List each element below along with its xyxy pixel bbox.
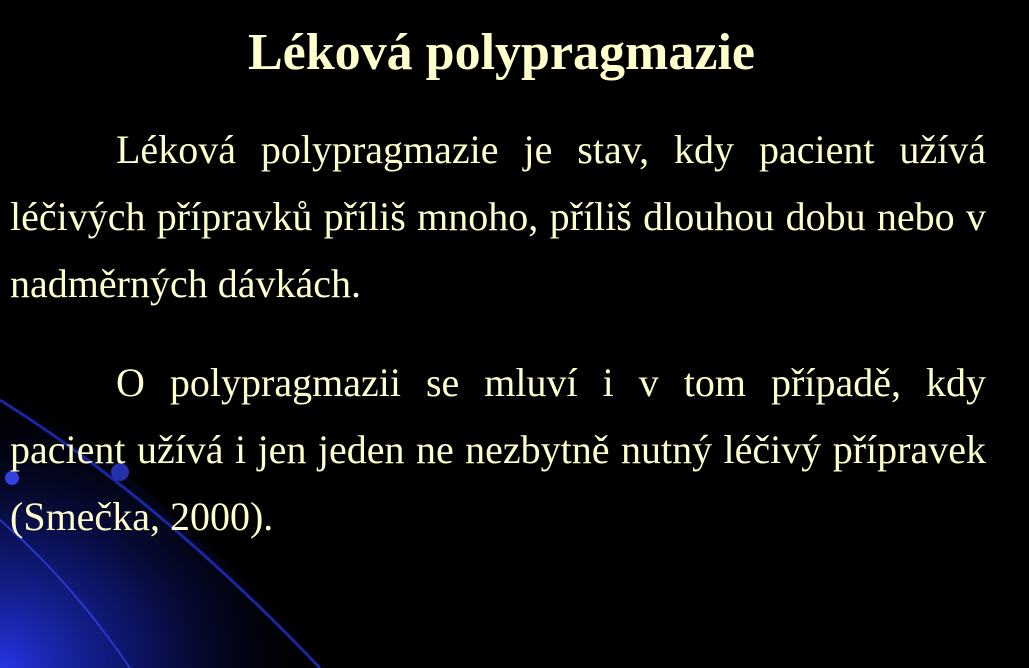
slide-title: Léková polypragmazie xyxy=(248,24,755,81)
slide-body xyxy=(10,116,986,550)
paragraph-extension: O polypragmazii se mluví i v tom případě, kdy pacient užívá i jen jeden ne nezbytně nutný léčivý přípravek (Smečka, 2000). xyxy=(10,360,986,539)
paragraph-definition: Léková polypragmazie je stav, kdy pacient užívá léčivých přípravků příliš mnoho, příliš dlouhou dobu nebo v nadměrných dávkách. xyxy=(10,127,986,306)
